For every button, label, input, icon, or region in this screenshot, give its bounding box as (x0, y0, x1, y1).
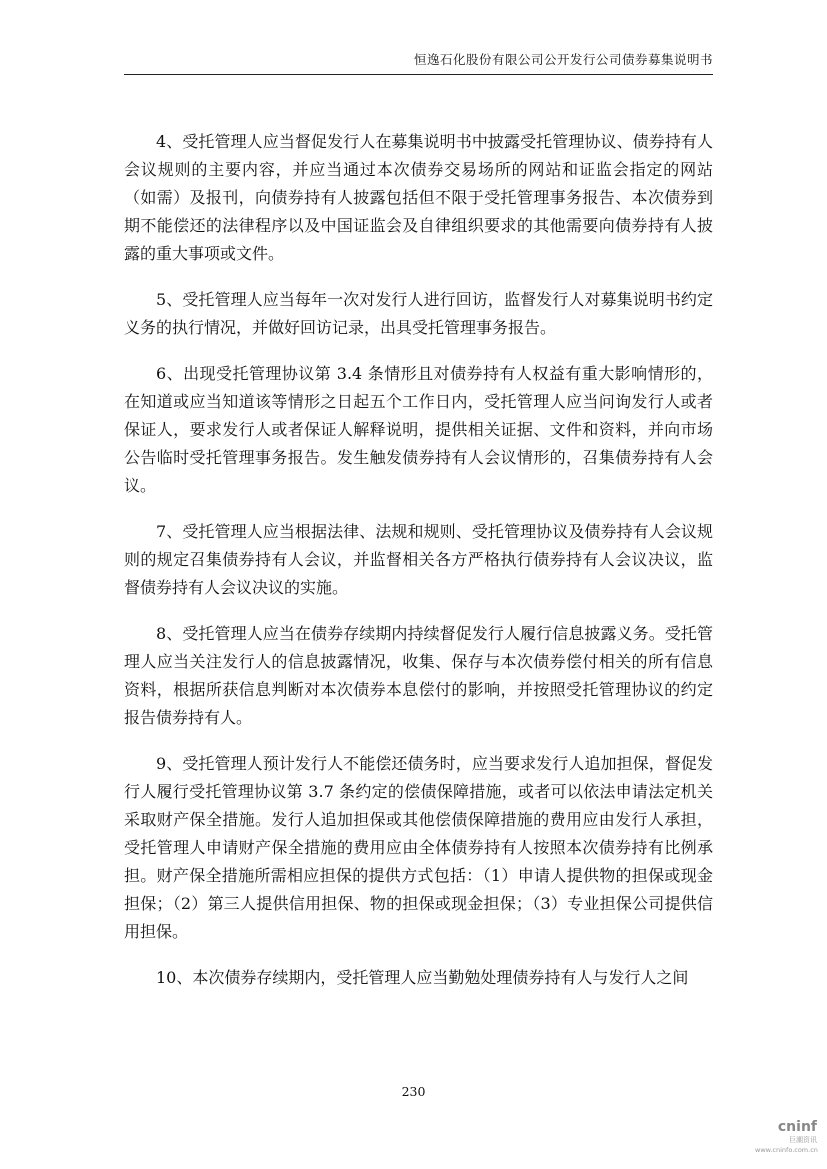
document-header: 恒逸石化股份有限公司公开发行公司债券募集说明书 (413, 52, 713, 67)
paragraph-6: 6、出现受托管理协议第 3.4 条情形且对债券持有人权益有重大影响情形的，在知道或应当知道该等情形之日起五个工作日内，受托管理人应当问询发行人或者保证人，要求发行人或者保证人解释说明，提供相关证据、文件和资料，并向市场公告临时受托管理事务报告。发生触发债券持有人会议情形的，召集债券持有人会议。 (124, 364, 713, 495)
document-body (124, 128, 713, 1010)
page-number: 230 (401, 1084, 426, 1099)
paragraph-10: 10、本次债券存续期内，受托管理人应当勤勉处理债券持有人与发行人之间 (156, 968, 689, 987)
paragraph-4: 4、受托管理人应当督促发行人在募集说明书中披露受托管理协议、债券持有人会议规则的主要内容，并应当通过本次债券交易场所的网站和证监会指定的网站（如需）及报刊，向债券持有人披露包括但不限于受托管理事务报告、本次债券到期不能偿还的法律程序以及中国证监会及自律组织要求的其他需要向债券持有人披露的重大事项或文件。 (124, 132, 713, 263)
cninfo-logo (755, 1119, 817, 1159)
paragraph-9: 9、受托管理人预计发行人不能偿还债务时，应当要求发行人追加担保，督促发行人履行受托管理协议第 3.7 条约定的偿债保障措施，或者可以依法申请法定机关采取财产保全措施。发行人追加担保或其他偿债保障措施的费用应由发行人承担，受托管理人申请财产保全措施的费用应由全体债券持有人按照本次债券持有比例承担。财产保全措施所需相应担保的提供方式包括：（1）申请人提供物的担保或现金担保；（2）第三人提供信用担保、物的担保或现金担保；（3）专业担保公司提供信用担保。 (124, 754, 713, 941)
cninfo-logo-mark: cninf (777, 1119, 817, 1135)
cninfo-logo-subtitle: 巨潮资讯 (789, 1136, 817, 1144)
paragraph-5: 5、受托管理人应当每年一次对发行人进行回访，监督发行人对募集说明书约定义务的执行情况，并做好回访记录，出具受托管理事务报告。 (124, 290, 713, 337)
header-divider (124, 74, 713, 75)
cninfo-logo-url: www.cninfo.com.cn (755, 1146, 818, 1154)
paragraph-8: 8、受托管理人应当在债券存续期内持续督促发行人履行信息披露义务。受托管理人应当关注发行人的信息披露情况，收集、保存与本次债券偿付相关的所有信息资料，根据所获信息判断对本次债券本息偿付的影响，并按照受托管理协议的约定报告债券持有人。 (124, 624, 713, 727)
paragraph-7: 7、受托管理人应当根据法律、法规和规则、受托管理协议及债券持有人会议规则的规定召集债券持有人会议，并监督相关各方严格执行债券持有人会议决议，监督债券持有人会议决议的实施。 (124, 522, 713, 597)
